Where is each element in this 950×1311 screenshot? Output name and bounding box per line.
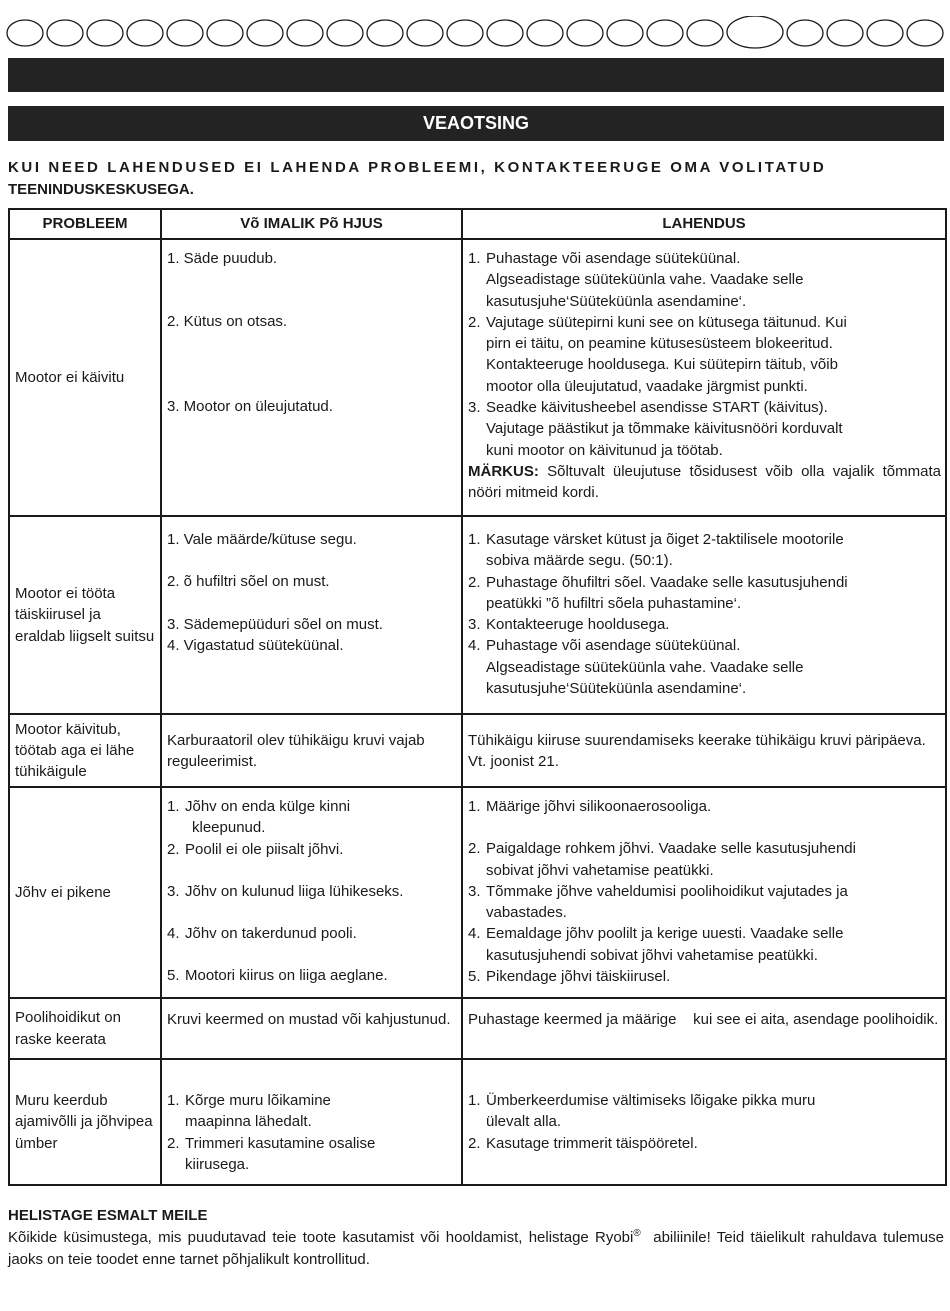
cause-item: 2. Trimmeri kasutamine osalise kiirusega. — [167, 1134, 376, 1173]
section-tab-oval — [367, 20, 403, 46]
section-tab-oval — [787, 20, 823, 46]
problem-cell: Muru keerdub ajamivõlli ja jõhvipea ümber — [9, 1059, 161, 1185]
problem-cell: Poolihoidikut on raske keerata — [9, 998, 161, 1059]
section-tab-oval — [447, 20, 483, 46]
table-row — [9, 239, 946, 516]
solution-item: 1. Ümberkeerdumise vältimiseks lõigake pikka muru ülevalt alla. — [468, 1092, 816, 1131]
solution-cell — [462, 787, 946, 998]
section-tab-oval — [567, 20, 603, 46]
solution-item: 2. Puhastage õhufiltri sõel. Vaadake selle kasutusjuhendi peatükki ”õ hufiltri sõela puhastamine‘. — [468, 573, 848, 612]
solution-cell — [462, 998, 946, 1059]
notice-line: KUI NEED LAHENDUSED EI LAHENDA PROBLEEMI, KONTAKTEERUGE OMA VOLITATUD — [8, 159, 827, 176]
solution-item: 3. Kontakteeruge hooldusega. — [468, 616, 670, 634]
solution-item: 2. Vajutage süütepirni kuni see on kütusega täitunud. Kui pirn ei täitu, on peamine kütusesüsteem blokeeritud. Kontakteeruge hooldusega. Kui süütepirn täitub, võib mootor olla üleujutatud, vaadake järgmist punkti. — [468, 313, 847, 395]
footer-section — [8, 1205, 949, 1271]
cause-item: 1. Vale määrde/kütuse segu. — [167, 531, 357, 548]
solution-item: 2. Paigaldage rohkem jõhvi. Vaadake selle kasutusjuhendi sobivat jõhvi vahetamise peatükki. — [468, 840, 856, 879]
problem-cell: Jõhv ei pikene — [9, 787, 161, 998]
cause-item: 1. Jõhv on enda külge kinni kleepunud. — [167, 798, 351, 837]
section-tab-oval — [287, 20, 323, 46]
header-bar — [8, 58, 944, 92]
cause-item: 5. Mootori kiirus on liiga aeglane. — [167, 967, 388, 985]
section-tab-oval — [867, 20, 903, 46]
cause-item: 3. Sädemepüüduri sõel on must. — [167, 615, 383, 633]
cause-cell — [161, 1059, 462, 1185]
solution-item: 1. Määrige jõhvi silikoonaerosooliga. — [468, 798, 712, 815]
section-tab-oval — [527, 20, 563, 46]
cause-item: 1. Kõrge muru lõikamine maapinna lähedalt. — [167, 1092, 331, 1131]
section-tab-oval — [247, 20, 283, 46]
problem-cell: Mootor ei käivitu — [9, 239, 161, 516]
cause-item: 4. Jõhv on takerdunud pooli. — [167, 925, 357, 943]
solution-item: 2. Kasutage trimmerit täispööretel. — [468, 1134, 698, 1152]
column-header-problem: PROBLEEM — [9, 209, 161, 239]
section-tab-oval — [7, 20, 43, 46]
solution-cell — [462, 714, 946, 787]
cause-item: 3. Jõhv on kulunud liiga lühikeseks. — [167, 882, 404, 900]
section-tab-oval — [487, 20, 523, 46]
section-tab-oval — [607, 20, 643, 46]
cause-cell — [161, 239, 462, 516]
problem-cell: Mootor käivitub, töötab aga ei lähe tühikäigule — [9, 714, 161, 787]
table-row — [9, 714, 946, 787]
troubleshooting-table — [8, 208, 947, 1186]
solution-item: 1. Puhastage või asendage süüteküünal. Algseadistage süüteküünla vahe. Vaadake selle kasutusjuhe‘Süüteküünla asendamine‘. — [468, 250, 804, 310]
notice-text — [8, 157, 944, 201]
section-tab-oval — [827, 20, 863, 46]
section-tab-oval — [207, 20, 243, 46]
section-tab-oval — [47, 20, 83, 46]
section-tab-oval — [327, 20, 363, 46]
column-header-cause: Võ IMALIK Põ HJUS — [161, 209, 462, 239]
solution-item: Puhastage keermed ja määrige kui see ei aita, asendage poolihoidik. — [468, 1011, 939, 1028]
table-row — [9, 998, 946, 1059]
section-tab-oval — [687, 20, 723, 46]
section-tab-oval — [127, 20, 163, 46]
cause-cell — [161, 998, 462, 1059]
footer-heading: HELISTAGE ESMALT MEILE — [8, 1207, 208, 1224]
note-text: MÄRKUS: Sõltuvalt üleujutuse tõsidusest võib olla vajalik tõmmata nööri mitmeid kordi. — [468, 462, 941, 502]
solution-cell — [462, 239, 946, 516]
solution-cell — [462, 516, 946, 714]
solution-item: Tühikäigu kiiruse suurendamiseks keerake tühikäigu kruvi päripäeva. Vt. joonist 21. — [468, 732, 926, 771]
table-row — [9, 787, 946, 998]
section-tab-oval — [647, 20, 683, 46]
solution-item: 3. Seadke käivitusheebel asendisse START (käivitus). Vajutage päästikut ja tõmmake käivitusnööri korduvalt kuni mootor on käivitunud ja töötab. — [468, 399, 843, 459]
cause-item: 4. Vigastatud süüteküünal. — [167, 636, 344, 654]
cause-item: Kruvi keermed on mustad või kahjustunud. — [167, 1011, 451, 1028]
solution-item: 3. Tõmmake jõhve vaheldumisi poolihoidikut vajutades ja vabastades. — [468, 882, 848, 922]
table-row — [9, 1059, 946, 1185]
cause-item: 2. õ hufiltri sõel on must. — [167, 573, 330, 591]
column-header-solution: LAHENDUS — [462, 209, 946, 239]
solution-item: 1. Kasutage värsket kütust ja õiget 2-taktilisele mootorile sobiva määrde segu. (50:1). — [468, 531, 844, 570]
solution-item: 5. Pikendage jõhvi täiskiirusel. — [468, 968, 671, 986]
cause-cell — [161, 516, 462, 714]
cause-cell — [161, 787, 462, 998]
section-tab-oval — [907, 20, 943, 46]
cause-item: 1. Säde puudub. — [167, 250, 278, 267]
cause-item: 2. Poolil ei ole piisalt jõhvi. — [167, 840, 344, 858]
table-header-row — [9, 209, 946, 239]
solution-cell — [462, 1059, 946, 1185]
section-tab-oval — [87, 20, 123, 46]
notice-line: TEENINDUSKESKUSEGA. — [8, 181, 194, 198]
footer-text: Kõikide küsimustega, mis puudutavad teie toote kasutamist või hooldamist, helistage Ryobi® abiliinile! Teid täielikult rahuldava tulemuse jaoks on teie toodet enne tarnet põhjalikult kontrollitud. — [8, 1228, 949, 1268]
cause-cell — [161, 714, 462, 787]
section-tab-oval-active — [727, 16, 783, 48]
cause-item: 2. Kütus on otsas. — [167, 313, 288, 331]
solution-item: 4. Puhastage või asendage süüteküünal. Algseadistage süüteküünla vahe. Vaadake selle kasutusjuhe‘Süüteküünla asendamine‘. — [468, 637, 804, 698]
cause-item: 3. Mootor on üleujutatud. — [167, 397, 333, 415]
section-tab-oval — [167, 20, 203, 46]
page-title: VEAOTSING — [8, 106, 944, 141]
cause-item: Karburaatoril olev tühikäigu kruvi vajab reguleerimist. — [167, 732, 425, 771]
registered-mark: ® — [633, 1228, 641, 1239]
table-row — [9, 516, 946, 714]
section-tab-oval — [407, 20, 443, 46]
solution-item: 4. Eemaldage jõhv poolilt ja kerige uuesti. Vaadake selle kasutusjuhendi sobivat jõhvi vahetamise peatükki. — [468, 925, 844, 964]
section-tab-ovals — [6, 16, 944, 50]
problem-cell: Mootor ei tööta täiskiirusel ja eraldab liigselt suitsu — [9, 516, 161, 714]
